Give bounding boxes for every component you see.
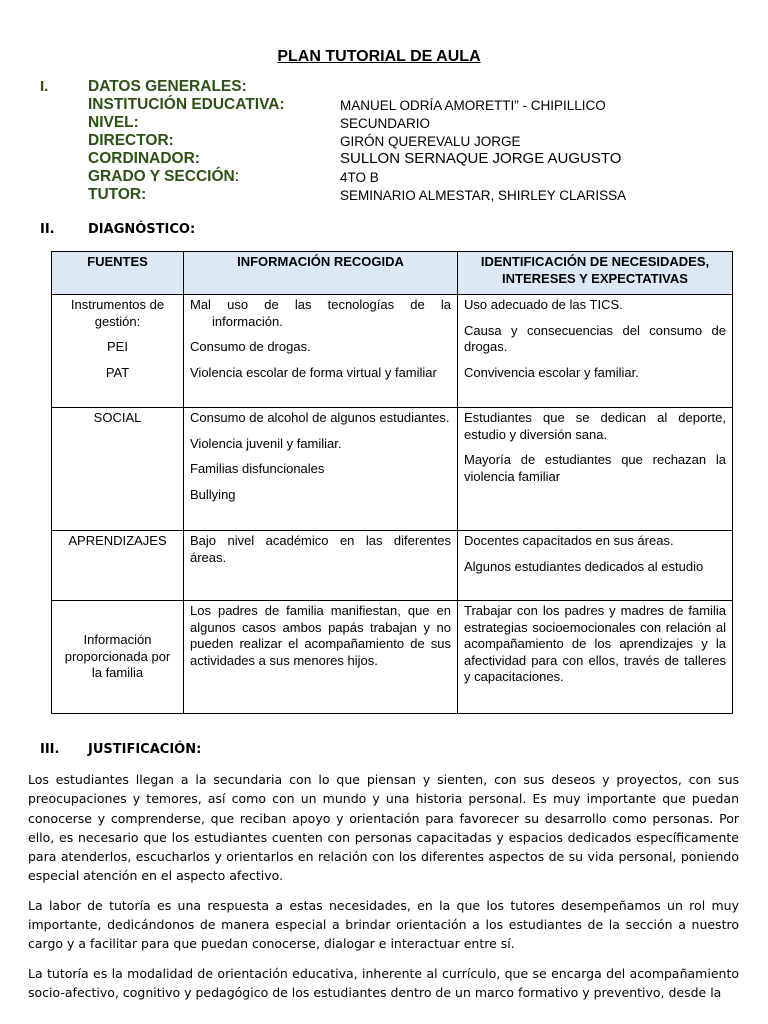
table-row	[52, 531, 733, 601]
table-row	[52, 295, 733, 408]
source-text: Información proporcionada por la familia	[64, 632, 171, 681]
table-row	[52, 601, 733, 714]
general-label: TUTOR:	[88, 186, 147, 203]
info-text: Bullying	[190, 486, 236, 502]
needs-cell	[458, 531, 733, 601]
general-label: INSTITUCIÓN EDUCATIVA:	[88, 96, 285, 113]
header-fuentes: FUENTES	[52, 252, 184, 295]
info-text: Consumo de drogas.	[190, 339, 311, 354]
info-text: información.	[212, 313, 283, 329]
justificacion-body	[28, 770, 739, 1012]
table-header-row	[52, 252, 733, 295]
source-cell	[52, 408, 184, 531]
info-text: Consumo de alcohol de algunos estudiantes.	[190, 410, 450, 425]
needs-text: Trabajar con los padres y madres de familia estrategias socioemocionales con relación al acompañamiento de los aprendizajes y la afectividad para con ellos, través de talleres y capacitaciones.	[464, 603, 726, 684]
needs-text: Estudiantes que se dedican al deporte, estudio y diversión sana.	[464, 410, 726, 442]
general-label-colon: :	[234, 168, 240, 185]
general-label: NIVEL:	[88, 114, 139, 131]
general-label	[88, 168, 239, 186]
info-text: Los padres de familia manifiestan, que en algunos casos ambos papás trabajan y no pueden realizar el acompañamiento de sus actividades a sus menores hijos.	[190, 603, 451, 668]
info-text: Mal uso de las tecnologías de la	[190, 297, 451, 312]
general-label-text: GRADO Y SECCIÓN	[88, 168, 235, 185]
page-title: PLAN TUTORIAL DE AULA	[277, 48, 481, 65]
source-cell	[52, 295, 184, 408]
needs-text: Mayoría de estudiantes que rechazan la violencia familiar	[464, 452, 726, 484]
general-value: SEMINARIO ALMESTAR, SHIRLEY CLARISSA	[340, 188, 627, 203]
header-informacion: INFORMACIÓN RECOGIDA	[184, 252, 458, 295]
needs-text: Algunos estudiantes dedicados al estudio	[464, 558, 704, 574]
needs-text: Causa y consecuencias del consumo de drogas.	[464, 322, 726, 354]
header-necesidades: IDENTIFICACIÓN DE NECESIDADES, INTERESES Y EXPECTATIVAS	[458, 252, 733, 295]
source-cell	[52, 531, 184, 601]
section-heading: DIAGNÓSTICO:	[88, 222, 196, 237]
general-value: GIRÓN QUEREVALU JORGE	[340, 134, 521, 149]
info-text: Violencia escolar de forma virtual y familiar	[190, 364, 437, 380]
paragraph: La labor de tutoría es una respuesta a estas necesidades, en la que los tutores desempeñamos un rol muy importante, dedicándonos de manera especial a brindar orientación a los estudiantes de la sección a nuestro cargo y a facilitar para que puedan conocerse, dialogar e interactuar entre sí.	[28, 897, 739, 952]
needs-cell	[458, 601, 733, 714]
general-label: DIRECTOR:	[88, 132, 174, 149]
diagnostic-table	[51, 251, 733, 714]
section-heading: DATOS GENERALES:	[88, 78, 247, 95]
general-value: SECUNDARIO	[340, 116, 431, 131]
source-text: APRENDIZAJES	[68, 533, 167, 548]
needs-cell	[458, 295, 733, 408]
section-numeral: II.	[40, 222, 55, 237]
general-value: 4TO B	[340, 170, 379, 185]
source-cell	[52, 601, 184, 714]
section-numeral: I.	[40, 78, 49, 95]
info-text: Familias disfuncionales	[190, 461, 325, 476]
info-cell	[184, 295, 458, 408]
paragraph: La tutoría es la modalidad de orientación educativa, inherente al currículo, que se encarga del acompañamiento socio-afectivo, cognitivo y pedagógico de los estudiantes dentro de un marco formativo y preventivo, desde la	[28, 965, 739, 1000]
needs-text: Uso adecuado de las TICS.	[464, 297, 623, 312]
justificacion-heading	[40, 742, 201, 757]
table-row	[52, 408, 733, 531]
needs-text: Docentes capacitados en sus áreas.	[464, 533, 674, 548]
info-text: Bajo nivel académico en las diferentes áreas.	[190, 533, 451, 565]
general-label: CORDINADOR:	[88, 150, 200, 167]
paragraph: Los estudiantes llegan a la secundaria con lo que piensan y sienten, con sus deseos y proyectos, con sus preocupaciones y temores, así como con un mundo y una historia personal. Es muy importante que puedan conocerse y comprenderse, que reciban apoyo y orientación para favorecer su desarrollo como personas. Por ello, es necesario que los estudiantes cuenten con personas capacitadas y espacios dedicados específicamente para atenderlos, escucharlos y orientarlos en relación con los diferentes aspectos de su vida personal, poniendo especial atención en el aspecto afectivo.	[28, 772, 739, 884]
info-cell	[184, 408, 458, 531]
info-cell	[184, 601, 458, 714]
source-text: SOCIAL	[93, 410, 142, 425]
general-value: MANUEL ODRÍA AMORETTI” - CHIPILLICO	[340, 98, 606, 113]
needs-text: Convivencia escolar y familiar.	[464, 364, 639, 380]
source-text: PAT	[105, 364, 130, 380]
source-text: PEI	[107, 339, 128, 354]
needs-cell	[458, 408, 733, 531]
source-text: Instrumentos de gestión:	[70, 297, 165, 329]
general-value: SULLON SERNAQUE JORGE AUGUSTO	[340, 150, 622, 167]
diagnostico-heading	[40, 222, 195, 237]
info-cell	[184, 531, 458, 601]
section-heading: JUSTIFICACIÓN:	[88, 742, 202, 757]
section-numeral: III.	[40, 742, 60, 757]
info-text: Violencia juvenil y familiar.	[190, 435, 342, 451]
